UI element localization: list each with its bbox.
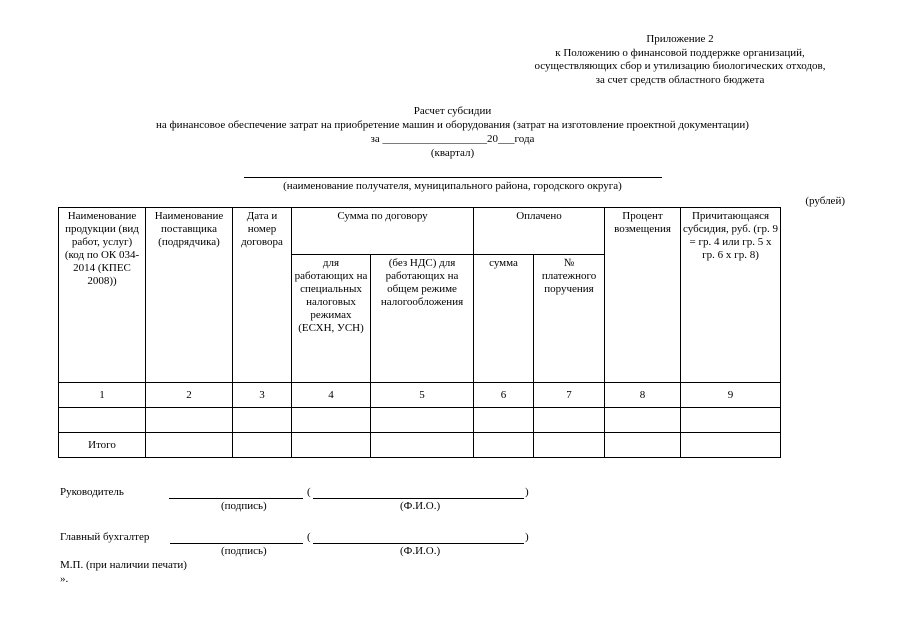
- signature-caption: (подпись): [221, 500, 267, 512]
- total-label: Итого: [59, 433, 146, 458]
- column-number: 1: [59, 383, 146, 408]
- table-cell[interactable]: [292, 433, 371, 458]
- column-number: 8: [605, 383, 681, 408]
- open-paren: (: [307, 531, 311, 543]
- header-contract-sum: Сумма по договору: [292, 208, 474, 255]
- table-cell[interactable]: [605, 433, 681, 458]
- name-caption: (Ф.И.О.): [400, 545, 441, 557]
- accountant-signature-line[interactable]: [170, 543, 303, 544]
- column-number: 2: [146, 383, 233, 408]
- name-caption: (Ф.И.О.): [400, 500, 441, 512]
- table-header-row: [59, 208, 781, 255]
- period-caption: (квартал): [430, 147, 475, 159]
- open-paren: (: [307, 486, 311, 498]
- header-payment-order: № платежного поручения: [534, 255, 605, 383]
- subsidy-table: [58, 207, 781, 458]
- head-name-line[interactable]: [313, 498, 524, 499]
- appendix-reference-line: к Положению о финансовой поддержке организаций,: [555, 46, 805, 59]
- table-cell[interactable]: [233, 433, 292, 458]
- units-label: (рублей): [805, 195, 845, 207]
- column-number: 3: [233, 383, 292, 408]
- header-product: Наименование продукции (вид работ, услуг) (код по ОК 034-2014 (КПЕС 2008)): [59, 208, 146, 383]
- header-contract-date: Дата и номер договора: [233, 208, 292, 383]
- table-cell[interactable]: [474, 408, 534, 433]
- period-line: за ___________________20___года: [370, 133, 535, 145]
- header-subsidy-due: Причитающаяся субсидия, руб. (гр. 9 = гр. 4 или гр. 5 x гр. 6 x гр. 8): [681, 208, 781, 383]
- close-paren: ): [525, 531, 529, 543]
- total-row: [59, 433, 781, 458]
- column-number-row: [59, 383, 781, 408]
- column-number: 9: [681, 383, 781, 408]
- accountant-label: Главный бухгалтер: [60, 531, 150, 543]
- table-cell[interactable]: [371, 408, 474, 433]
- table-cell[interactable]: [292, 408, 371, 433]
- document-title: Расчет субсидии: [413, 105, 492, 117]
- accountant-name-line[interactable]: [313, 543, 524, 544]
- table-cell[interactable]: [474, 433, 534, 458]
- document-subtitle: на финансовое обеспечение затрат на приобретение машин и оборудования (затрат на изготовление проектной документации): [156, 119, 749, 131]
- table-cell[interactable]: [59, 408, 146, 433]
- header-general-tax: (без НДС) для работающих на общем режиме налогообложения: [371, 255, 474, 383]
- header-paid-sum: сумма: [474, 255, 534, 383]
- head-signature-line[interactable]: [169, 498, 303, 499]
- recipient-fill-line[interactable]: [244, 177, 662, 178]
- appendix-reference-line: осуществляющих сбор и утилизацию биологических отходов,: [534, 60, 826, 72]
- table-cell[interactable]: [605, 408, 681, 433]
- table-cell[interactable]: [233, 408, 292, 433]
- table-cell[interactable]: [534, 433, 605, 458]
- table-cell[interactable]: [681, 408, 781, 433]
- table-cell[interactable]: [146, 408, 233, 433]
- recipient-caption: (наименование получателя, муниципального района, городского округа): [283, 180, 622, 192]
- table-cell[interactable]: [146, 433, 233, 458]
- column-number: 5: [371, 383, 474, 408]
- close-paren: ): [525, 486, 529, 498]
- column-number: 4: [292, 383, 371, 408]
- appendix-number: Приложение 2: [646, 33, 714, 45]
- table-cell[interactable]: [371, 433, 474, 458]
- table-cell[interactable]: [681, 433, 781, 458]
- table-cell[interactable]: [534, 408, 605, 433]
- header-reimbursement-percent: Процент возмещения: [605, 208, 681, 383]
- header-special-tax: для работающих на специальных налоговых режимах (ЕСХН, УСН): [292, 255, 371, 383]
- signature-caption: (подпись): [221, 545, 267, 557]
- column-number: 7: [534, 383, 605, 408]
- column-number: 6: [474, 383, 534, 408]
- stamp-note: М.П. (при наличии печати): [60, 559, 187, 571]
- table-row: [59, 408, 781, 433]
- appendix-reference-line: за счет средств областного бюджета: [595, 73, 765, 86]
- head-label: Руководитель: [60, 486, 124, 498]
- header-supplier: Наименование поставщика (подрядчика): [146, 208, 233, 383]
- closing-quote: ».: [60, 573, 69, 585]
- appendix-header: [460, 33, 900, 87]
- header-paid: Оплачено: [474, 208, 605, 255]
